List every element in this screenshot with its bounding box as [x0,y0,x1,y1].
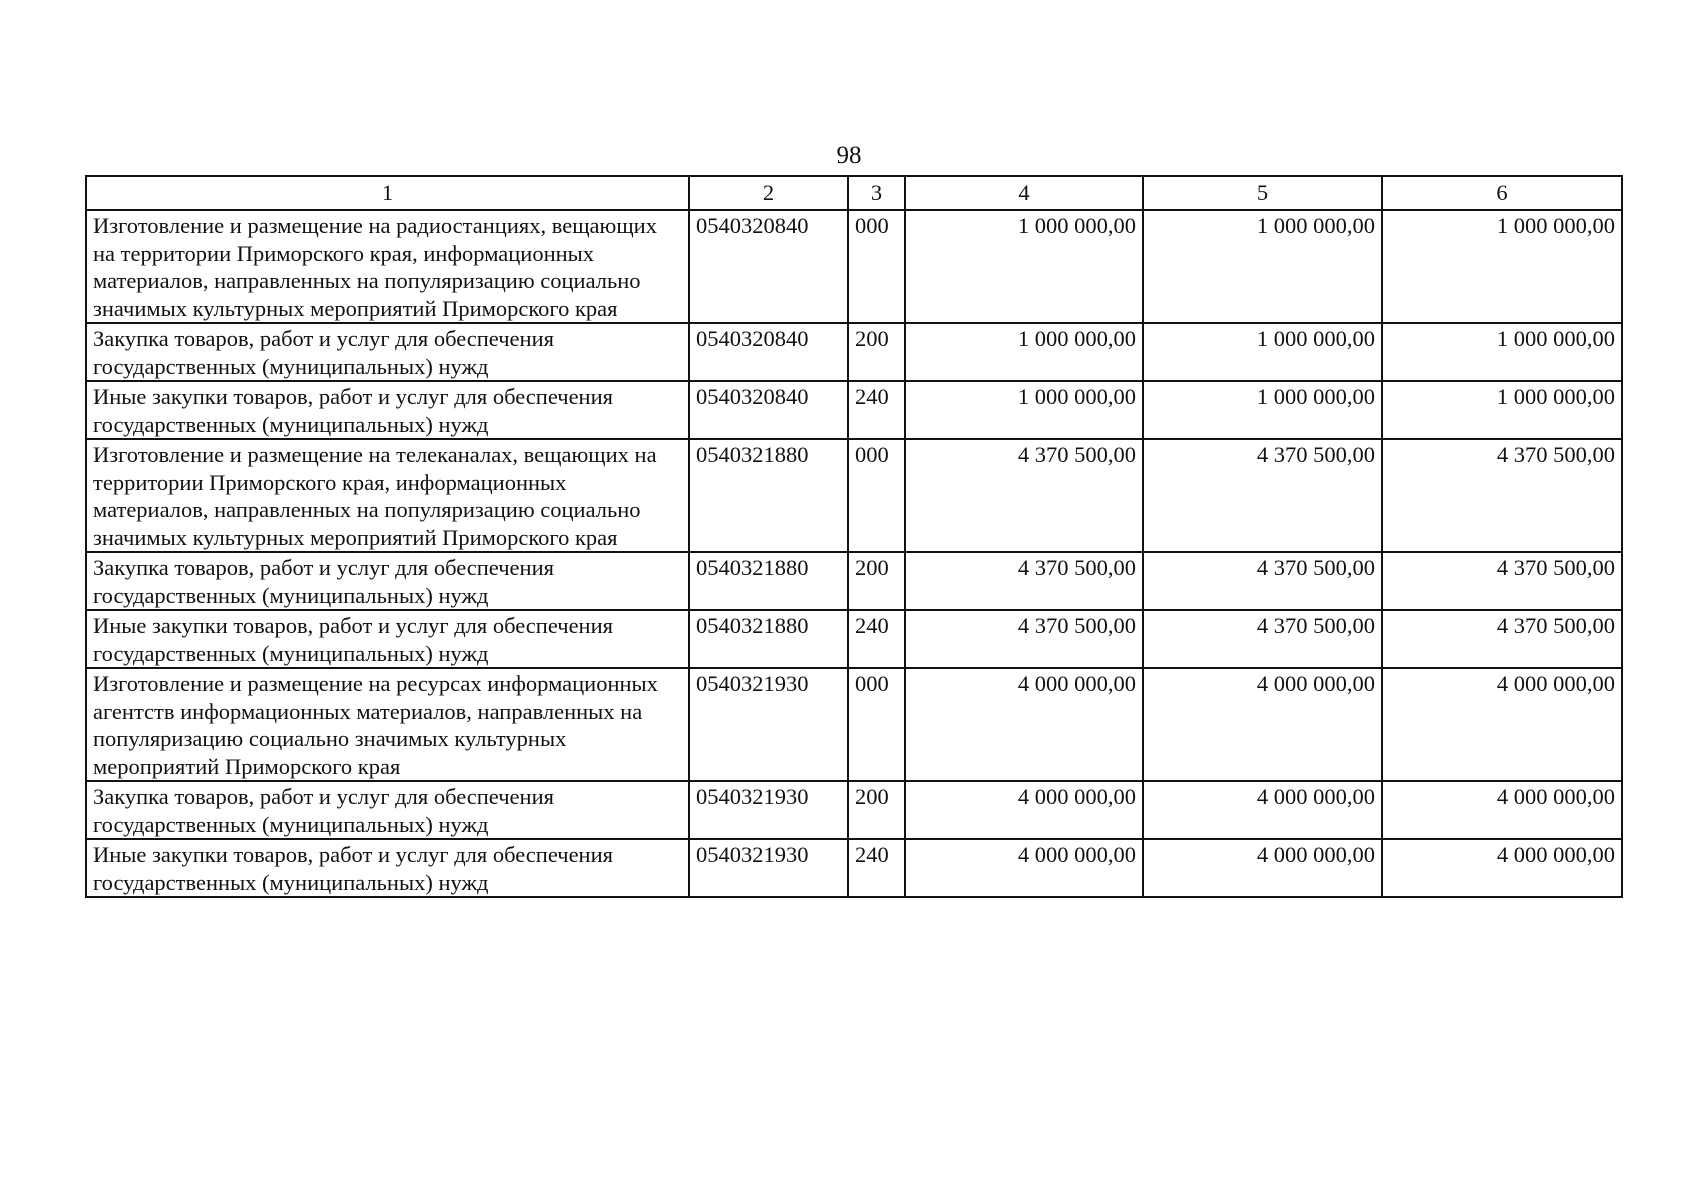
amount-cell-5 [1143,781,1382,839]
table-row [86,210,1622,323]
amount-cell-4 [905,210,1143,323]
amount-cell-6 [1382,439,1622,552]
amount-value: 4 000 000,00 [1017,842,1136,867]
expense-name-cell: Иные закупки товаров, работ и услуг для обеспечения государственных (муниципальных) нужд [86,381,689,439]
amount-value: 4 370 500,00 [1256,555,1375,580]
amount-value: 1 000 000,00 [1496,384,1615,409]
target-code-cell: 0540321930 [689,781,848,839]
target-code-cell: 0540321930 [689,668,848,781]
amount-cell-5 [1143,210,1382,323]
amount-cell-6 [1382,839,1622,897]
amount-cell-5 [1143,381,1382,439]
expense-type-cell: 200 [848,552,905,610]
amount-cell-6 [1382,381,1622,439]
expense-name-cell: Изготовление и размещение на радиостанциях, вещающих на территории Приморского края, информационных материалов, направленных на популяризацию социально значимых культурных мероприятий Приморского края [86,210,689,323]
table-header [86,176,1622,210]
amount-value: 1 000 000,00 [1496,326,1615,351]
table-row [86,381,1622,439]
expense-name-cell: Закупка товаров, работ и услуг для обеспечения государственных (муниципальных) нужд [86,552,689,610]
target-code-cell: 0540321880 [689,552,848,610]
expense-type-cell: 240 [848,381,905,439]
table-row [86,781,1622,839]
expense-name-cell: Изготовление и размещение на телеканалах, вещающих на территории Приморского края, информационных материалов, направленных на популяризацию социально значимых культурных мероприятий Приморского края [86,439,689,552]
target-code-cell: 0540320840 [689,210,848,323]
amount-value: 1 000 000,00 [1496,213,1615,238]
amount-value: 4 370 500,00 [1017,555,1136,580]
expense-name-cell: Закупка товаров, работ и услуг для обеспечения государственных (муниципальных) нужд [86,323,689,381]
amount-value: 1 000 000,00 [1256,326,1375,351]
expense-name-cell: Изготовление и размещение на ресурсах информационных агентств информационных материалов, направленных на популяризацию социально значимых культурных мероприятий Приморского края [86,668,689,781]
column-header-3: 3 [848,176,905,210]
column-header-4: 4 [905,176,1143,210]
amount-cell-5 [1143,552,1382,610]
amount-cell-4 [905,552,1143,610]
amount-value: 1 000 000,00 [1256,213,1375,238]
amount-value: 1 000 000,00 [1017,326,1136,351]
expense-type-cell: 000 [848,439,905,552]
amount-value: 1 000 000,00 [1017,384,1136,409]
amount-cell-4 [905,439,1143,552]
column-header-5: 5 [1143,176,1382,210]
amount-cell-6 [1382,323,1622,381]
expense-type-cell: 200 [848,781,905,839]
amount-cell-4 [905,839,1143,897]
amount-value: 4 370 500,00 [1256,442,1375,467]
expense-type-cell: 240 [848,839,905,897]
expense-name-cell: Иные закупки товаров, работ и услуг для обеспечения государственных (муниципальных) нужд [86,839,689,897]
amount-value: 4 000 000,00 [1256,842,1375,867]
amount-value: 4 000 000,00 [1017,784,1136,809]
expense-type-cell: 000 [848,210,905,323]
amount-cell-4 [905,381,1143,439]
target-code-cell: 0540320840 [689,381,848,439]
column-header-1: 1 [86,176,689,210]
target-code-cell: 0540321930 [689,839,848,897]
amount-cell-5 [1143,439,1382,552]
table-row [86,552,1622,610]
amount-value: 1 000 000,00 [1017,213,1136,238]
budget-table [85,175,1623,898]
amount-value: 4 000 000,00 [1256,671,1375,696]
amount-cell-6 [1382,781,1622,839]
table-row [86,668,1622,781]
amount-cell-5 [1143,323,1382,381]
amount-value: 4 000 000,00 [1256,784,1375,809]
expense-type-cell: 200 [848,323,905,381]
amount-value: 4 370 500,00 [1256,613,1375,638]
amount-cell-4 [905,668,1143,781]
target-code-cell: 0540321880 [689,610,848,668]
amount-cell-6 [1382,552,1622,610]
table-row [86,323,1622,381]
amount-value: 4 370 500,00 [1017,442,1136,467]
target-code-cell: 0540320840 [689,323,848,381]
column-header-2: 2 [689,176,848,210]
expense-type-cell: 240 [848,610,905,668]
amount-cell-4 [905,610,1143,668]
amount-cell-6 [1382,610,1622,668]
amount-value: 1 000 000,00 [1256,384,1375,409]
amount-cell-6 [1382,210,1622,323]
amount-cell-5 [1143,668,1382,781]
column-header-6: 6 [1382,176,1622,210]
table-row [86,610,1622,668]
amount-cell-6 [1382,668,1622,781]
amount-cell-5 [1143,610,1382,668]
amount-value: 4 000 000,00 [1496,671,1615,696]
header-row [86,176,1622,210]
amount-value: 4 370 500,00 [1496,613,1615,638]
amount-cell-4 [905,781,1143,839]
amount-value: 4 370 500,00 [1496,442,1615,467]
table-body [86,210,1622,897]
amount-cell-5 [1143,839,1382,897]
target-code-cell: 0540321880 [689,439,848,552]
expense-name-cell: Закупка товаров, работ и услуг для обеспечения государственных (муниципальных) нужд [86,781,689,839]
table-row [86,839,1622,897]
expense-type-cell: 000 [848,668,905,781]
amount-value: 4 000 000,00 [1017,671,1136,696]
amount-value: 4 000 000,00 [1496,784,1615,809]
table-row [86,439,1622,552]
amount-cell-4 [905,323,1143,381]
amount-value: 4 370 500,00 [1496,555,1615,580]
amount-value: 4 000 000,00 [1496,842,1615,867]
expense-name-cell: Иные закупки товаров, работ и услуг для обеспечения государственных (муниципальных) нужд [86,610,689,668]
page-number: 98 [836,142,862,169]
amount-value: 4 370 500,00 [1017,613,1136,638]
